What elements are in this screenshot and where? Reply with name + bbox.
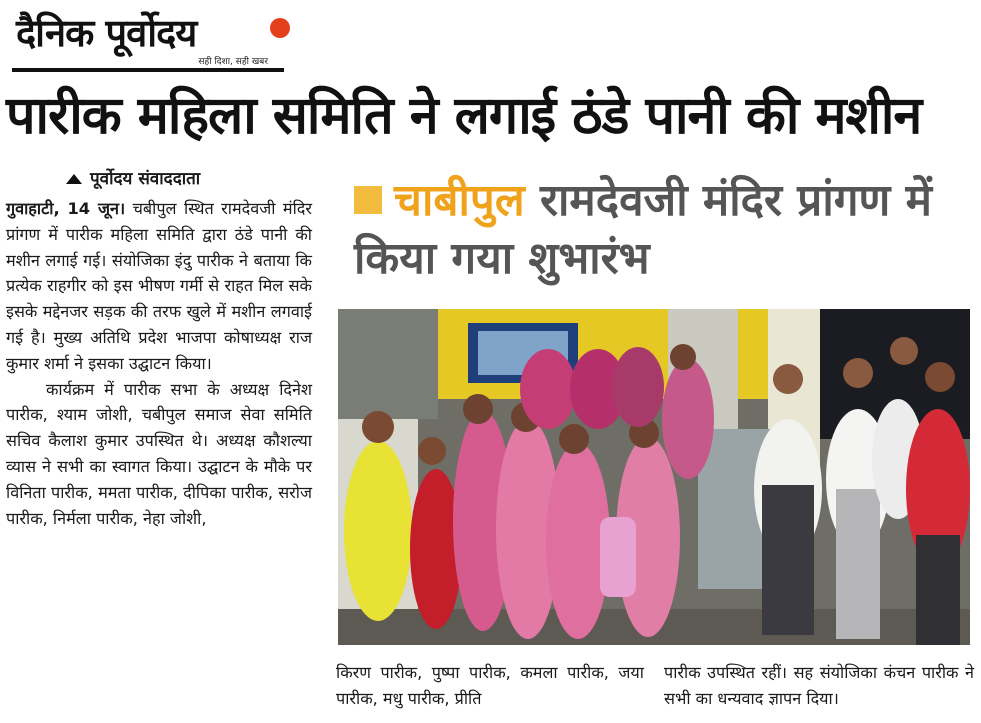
- column-2-text: किरण पारीक, पुष्पा पारीक, कमला पारीक, जया पारीक, मधु पारीक, प्रीति: [336, 663, 644, 708]
- dateline: गुवाहाटी, 14 जून।: [6, 199, 126, 218]
- square-bullet-icon: [354, 186, 382, 214]
- article-column-3: [664, 660, 974, 712]
- paragraph-1: [6, 196, 312, 377]
- newspaper-name: दैनिक पूर्वोदय: [16, 11, 197, 55]
- subhead-accent: चाबीपुल: [394, 175, 525, 226]
- paragraph-2: कार्यक्रम में पारीक सभा के अध्यक्ष दिनेश पारीक, श्याम जोशी, चबीपुल समाज सेवा समिति सचिव कैलाश कुमार उपस्थित थे। अध्यक्ष कौशल्या व्यास ने सभी का स्वागत किया। उद्घाटन के मौके पर विनिता पारीक, ममता पारीक, दीपिका पारीक, सरोज पारीक, निर्मला पारीक, नेहा जोशी,: [6, 379, 312, 528]
- article-column-2: [336, 660, 644, 712]
- group-photo-illustration: [338, 309, 970, 645]
- masthead-rule: [12, 68, 284, 72]
- byline-text: पूर्वोदय संवाददाता: [90, 169, 201, 189]
- paragraph-1-text: चबीपुल स्थित रामदेवजी मंदिर प्रांगण में पारीक महिला समिति द्वारा ठंडे पानी की मशीन लगाई गई। संयोजिका इंदु पारीक ने बताया कि प्रत्येक राहगीर को इस भीषण गर्मी से राहत मिल सके इसके मद्देनजर सड़क की तरफ खुले में मशीन लगवाई गई है। मुख्य अतिथि प्रदेश भाजपा कोषाध्यक्ष राज कुमार शर्मा ने इसका उद्घाटन किया।: [6, 199, 312, 373]
- article-column-1: [6, 196, 312, 531]
- byline: [66, 166, 200, 189]
- subheadline: [354, 172, 974, 288]
- triangle-icon: [66, 174, 82, 184]
- masthead: [12, 6, 284, 72]
- subhead-rest: रामदेवजी मंदिर प्रांगण में किया गया शुभारंभ: [354, 175, 932, 284]
- headline: पारीक महिला समिति ने लगाई ठंडे पानी की मशीन: [6, 86, 922, 146]
- column-3-text: पारीक उपस्थित रहीं। सह संयोजिका कंचन पारीक ने सभी का धन्यवाद ज्ञापन दिया।: [664, 663, 974, 708]
- newspaper-tagline: सही दिशा, सही खबर: [198, 57, 268, 67]
- news-photo: [338, 309, 970, 645]
- logo-sun-icon: [270, 18, 290, 38]
